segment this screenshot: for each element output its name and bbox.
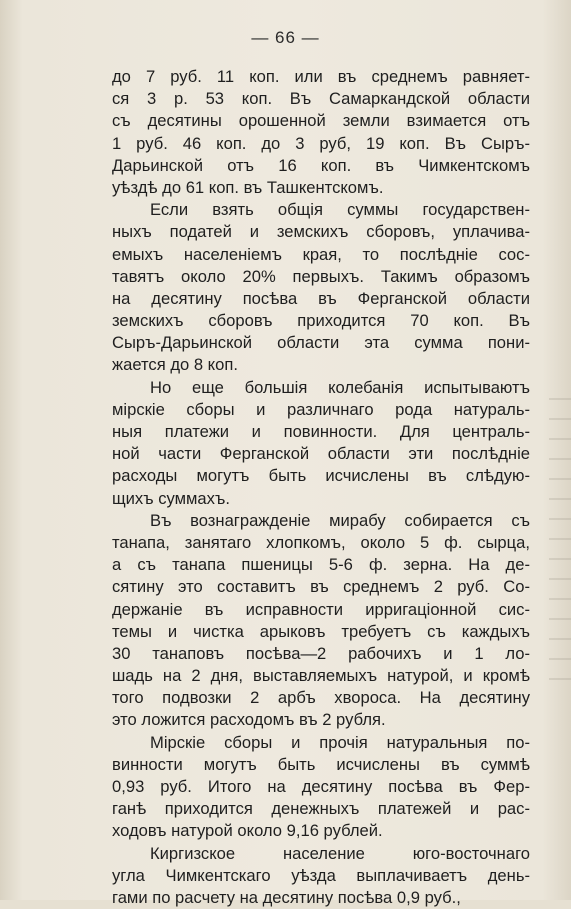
page-number: — 66 — <box>251 28 320 47</box>
text-line: танапа, занятаго хлопкомъ, около 5 ф. сырца, <box>112 532 530 552</box>
text-line: земскихъ сборовъ приходится 70 коп. Въ <box>112 311 530 331</box>
text-line: ной части Ферганской области эти послѣдніе <box>112 444 530 464</box>
text-line: винности могутъ быть исчислены въ суммѣ <box>112 754 530 774</box>
text-line: расходы могутъ быть исчислены въ слѣдую- <box>112 466 530 486</box>
text-line: Киргизское население юго-восточнаго <box>150 843 530 863</box>
text-line: а съ танапа пшеницы 5-6 ф. зерна. На де- <box>112 555 530 575</box>
text-line: съ десятины орошенной земли взимается отъ <box>112 111 530 131</box>
text-line: 30 танаповъ посѣва—2 рабочихъ и 1 ло- <box>112 643 530 663</box>
text-line: гами по расчету на десятину посѣва 0,9 руб., <box>112 887 461 907</box>
text-line: угла Чимкентскаго уѣзда выплачиваетъ день- <box>112 865 530 885</box>
text-line: щихъ суммахъ. <box>112 488 230 508</box>
paragraph-2 <box>112 199 530 377</box>
text-line: ходовъ натурой около 9,16 рублей. <box>112 821 383 841</box>
text-line: темы и чистка арыковъ требуетъ съ каждыхъ <box>112 621 530 641</box>
text-line: ныя платежи и повинности. Для централь- <box>112 422 530 441</box>
text-line: 1 руб. 46 коп. до 3 руб, 19 коп. Въ Сыръ- <box>112 133 530 153</box>
paragraph-3 <box>112 377 530 510</box>
text-line: 0,93 руб. Итого на десятину посѣва въ Фер- <box>112 777 530 796</box>
paragraph-1 <box>112 66 530 199</box>
text-line: мірскіе сборы и различнаго рода натураль- <box>112 399 530 419</box>
text-line: до 7 руб. 11 коп. или въ среднемъ равняет- <box>112 67 530 86</box>
text-line: емыхъ населеніемъ края, то послѣдніе сос- <box>112 244 530 264</box>
text-line: ганѣ приходится денежныхъ платежей и рас- <box>112 799 530 819</box>
text-line: Въ вознагражденіе мирабу собирается съ <box>150 510 530 530</box>
paragraph-4 <box>112 510 530 732</box>
text-line: шадь на 2 дня, выставляемыхъ натурой, и кромѣ <box>112 666 530 686</box>
text-line: держаніе въ исправности ирригаціонной сис- <box>112 599 530 619</box>
text-line: на десятину посѣва въ Ферганской области <box>112 288 530 308</box>
text-line: ныхъ податей и земскихъ сборовъ, уплачива- <box>112 222 530 242</box>
text-line: ся 3 р. 53 коп. Въ Самаркандской области <box>112 89 530 109</box>
text-line: тавятъ около 20% первыхъ. Такимъ образомъ <box>112 266 530 286</box>
text-line: Если взять общія суммы государствен- <box>150 200 530 220</box>
text-line: это ложится расходомъ въ 2 рубля. <box>112 710 386 730</box>
text-line: Дарьинской отъ 16 коп. въ Чимкентскомъ <box>112 155 530 175</box>
paragraph-5 <box>112 732 530 843</box>
text-line: Но еще большія колебанія испытываютъ <box>150 377 530 397</box>
text-line: сятину это составитъ въ среднемъ 2 руб. Со- <box>112 577 530 597</box>
text-line: того подвозки 2 арбъ хвороса. На десятину <box>112 688 530 708</box>
body-text <box>112 66 530 909</box>
paragraph-6 <box>112 843 530 909</box>
show-through-text <box>549 380 571 680</box>
text-line: Сыръ-Дарьинской области эта сумма пони- <box>112 333 530 353</box>
text-line: Мірскіе сборы и прочія натуральныя по- <box>150 732 530 752</box>
text-line: уѣздѣ до 61 коп. въ Ташкентскомъ. <box>112 177 384 197</box>
text-line: жается до 8 коп. <box>112 355 238 375</box>
